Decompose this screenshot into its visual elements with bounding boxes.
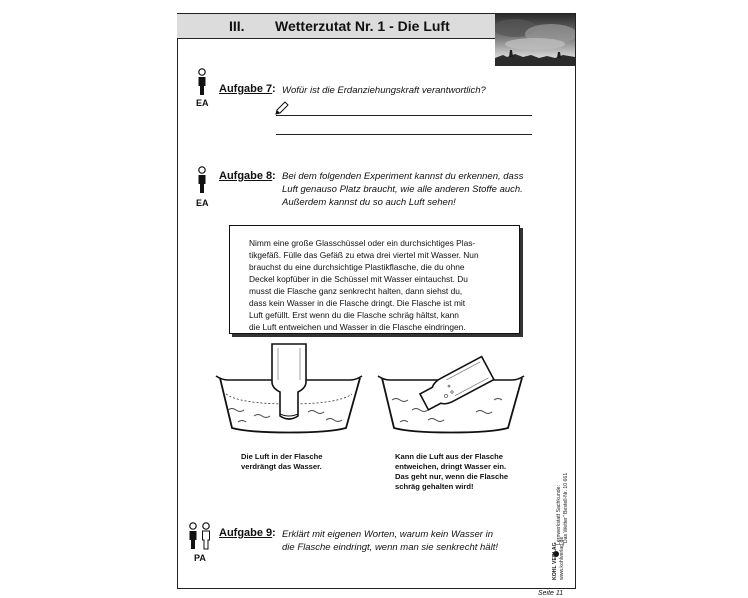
caption-right-line: schräg gehalten wird! — [395, 482, 474, 491]
publisher-website: www.kohlverlag.de — [559, 536, 565, 580]
task-8-text-line: Außerdem kannst du so auch Luft sehen! — [282, 197, 456, 208]
answer-line[interactable] — [276, 115, 532, 116]
chapter-title: Wetterzutat Nr. 1 - Die Luft — [275, 18, 450, 34]
caption-left-line: verdrängt das Wasser. — [241, 462, 322, 471]
task-9-label: Aufgabe 9 — [219, 527, 273, 539]
individual-work-label: EA — [196, 98, 209, 108]
instruction-line: Deckel kopfüber in die Schüssel mit Wasser eintauchst. Du — [249, 274, 468, 284]
pencil-icon — [274, 100, 290, 116]
task-8-colon: : — [272, 170, 276, 182]
task-7-label: Aufgabe 7 — [219, 83, 273, 95]
task-9-text-line: Erklärt mit eigenen Worten, warum kein Wasser in — [282, 529, 494, 540]
bowl-tilted-bottle-illustration — [376, 340, 526, 440]
instruction-line: Luft gefüllt. Erst wenn du die Flasche schräg hältst, kann — [249, 310, 459, 320]
answer-line[interactable] — [276, 134, 532, 135]
publisher-name: KOHL VERLAG — [552, 542, 558, 580]
task-9-text-line: die Flasche eindringt, wenn man sie senkrecht hält! — [282, 542, 498, 553]
instruction-line: die Luft entweichen und Wasser in die Flasche eindringen. — [249, 322, 466, 332]
page-number: Seite 11 — [538, 590, 564, 597]
side-series-info: Lernwerkstatt Sachkunde: — [556, 485, 562, 545]
task-7-text: Wofür ist die Erdanziehungskraft verantwortlich? — [282, 85, 486, 96]
single-person-icon — [196, 68, 208, 96]
pair-people-icon — [187, 522, 213, 550]
single-person-icon — [196, 166, 208, 194]
caption-right-line: Das geht nur, wenn die Flasche — [395, 472, 509, 481]
partner-work-label: PA — [194, 553, 206, 563]
task-9-colon: : — [272, 527, 276, 539]
caption-right-line: entweichen, dringt Wasser ein. — [395, 462, 507, 471]
instruction-line: brauchst du eine durchsichtige Plastikflasche, die du ohne — [249, 262, 465, 272]
sky-clouds-image — [495, 14, 575, 66]
task-8-text-line: Luft genauso Platz braucht, wie alle anderen Stoffe auch. — [282, 184, 523, 195]
instruction-line: Nimm eine große Glasschüssel oder ein durchsichtiges Plas- — [249, 238, 476, 248]
instruction-line: tikgefäß. Fülle das Gefäß zu etwa drei viertel mit Wasser. Nun — [249, 250, 479, 260]
caption-right-line: Kann die Luft aus der Flasche — [395, 452, 504, 461]
chapter-header — [177, 14, 495, 39]
task-7-colon: : — [272, 83, 276, 95]
bowl-upright-bottle-illustration — [214, 340, 364, 440]
instruction-line: musst die Flasche ganz senkrecht halten, dann siehst du, — [249, 286, 463, 296]
instruction-line: dass kein Wasser in die Flasche dringt. Die Flasche ist mit — [249, 298, 466, 308]
task-8-label: Aufgabe 8 — [219, 170, 273, 182]
individual-work-label: EA — [196, 198, 209, 208]
caption-left-line: Die Luft in der Flasche — [241, 452, 323, 461]
side-order-info: "Das Wetter" Bestell-Nr. 10 661 — [563, 472, 569, 545]
chapter-number: III. — [229, 18, 245, 34]
task-8-text-line: Bei dem folgenden Experiment kannst du erkennen, dass — [282, 171, 524, 182]
